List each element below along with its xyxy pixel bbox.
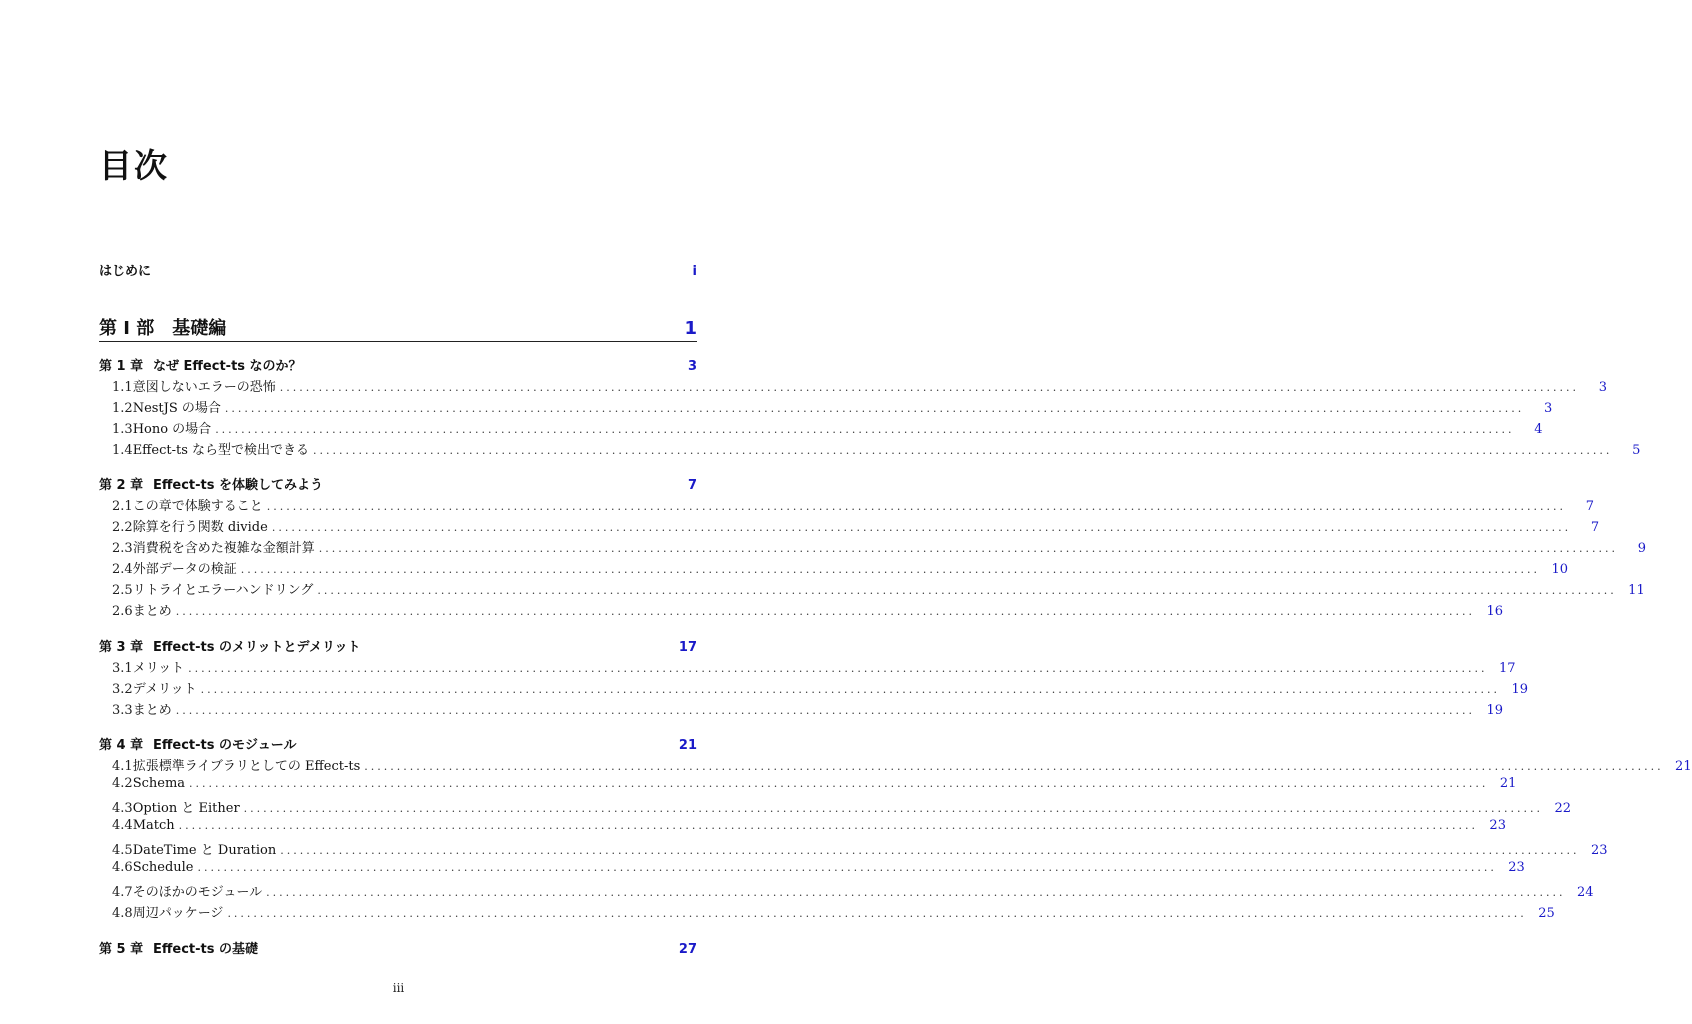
chapter-title: Effect-ts のメリットとデメリット	[153, 640, 361, 655]
dot-leader: ........................................................................................................................................................................................................	[227, 907, 1527, 920]
section-number: 1.1	[112, 380, 133, 395]
toc-entry-section[interactable]	[99, 699, 1504, 718]
dot-leader: ........................................................................................................................................................................................................	[178, 819, 1478, 832]
section-page-link[interactable]: 4	[1534, 422, 1543, 437]
section-title: NestJS の場合	[132, 401, 221, 416]
section-title: Effect-ts なら型で検出できる	[132, 443, 310, 458]
toc-entry-preface[interactable]	[99, 260, 697, 280]
toc-entry-section[interactable]	[99, 558, 1569, 577]
toc-entry-section[interactable]	[99, 860, 1525, 878]
dot-leader: ........................................................................................................................................................................................................	[313, 444, 1613, 457]
section-title: まとめ	[132, 703, 172, 718]
toc-entry-section[interactable]	[99, 516, 1600, 535]
dot-leader: ........................................................................................................................................................................................................	[271, 521, 1572, 534]
section-title: 消費税を含めた複雑な金額計算	[132, 541, 315, 556]
toc-entry-section[interactable]	[99, 818, 1506, 836]
toc-entry-section[interactable]	[99, 755, 1692, 774]
section-number: 2.1	[112, 499, 133, 514]
section-title: この章で体験すること	[132, 499, 263, 514]
toc-entry-part-1[interactable]	[99, 314, 697, 340]
section-title: Schedule	[132, 860, 194, 875]
section-number: 2.3	[112, 541, 133, 556]
preface-page-link[interactable]: i	[692, 264, 697, 279]
section-title: メリット	[132, 661, 185, 676]
section-page-link[interactable]: 11	[1628, 583, 1645, 598]
chapter-number: 第 5 章	[99, 942, 144, 957]
part-page-link[interactable]: 1	[684, 318, 697, 339]
chapter-title: Effect-ts の基礎	[153, 942, 259, 957]
section-page-link[interactable]: 7	[1590, 520, 1600, 535]
section-number: 2.5	[112, 583, 133, 598]
dot-leader: ........................................................................................................................................................................................................	[318, 542, 1619, 555]
toc-entry-section[interactable]	[99, 579, 1645, 598]
chapter-number: 第 2 章	[99, 478, 144, 493]
chapter-number: 第 1 章	[99, 359, 144, 374]
section-title: 意図しないエラーの恐怖	[132, 380, 276, 395]
dot-leader: ........................................................................................................................................................................................................	[243, 802, 1543, 815]
section-page-link[interactable]: 10	[1551, 562, 1569, 577]
section-title: リトライとエラーハンドリング	[132, 583, 314, 598]
section-title: DateTime と Duration	[132, 843, 277, 858]
section-number: 3.1	[112, 661, 133, 676]
section-number: 2.4	[112, 562, 133, 577]
section-page-link[interactable]: 25	[1538, 906, 1555, 921]
section-number: 4.8	[112, 906, 133, 921]
section-title: デメリット	[132, 682, 197, 697]
section-page-link[interactable]: 21	[1499, 776, 1517, 791]
chapter-title: Effect-ts を体験してみよう	[153, 478, 324, 493]
toc-entry-chapter[interactable]	[99, 636, 697, 654]
section-number: 4.7	[112, 885, 133, 900]
chapter-page-link[interactable]: 7	[687, 478, 697, 493]
dot-leader: ........................................................................................................................................................................................................	[279, 381, 1580, 394]
dot-leader: ........................................................................................................................................................................................................	[317, 584, 1617, 597]
part-divider	[99, 341, 697, 342]
section-page-link[interactable]: 21	[1675, 759, 1692, 774]
toc-entry-chapter[interactable]	[99, 734, 697, 752]
section-title: Schema	[132, 776, 186, 791]
section-number: 1.3	[112, 422, 133, 437]
section-number: 2.6	[112, 604, 133, 619]
section-page-link[interactable]: 22	[1554, 801, 1571, 816]
toc-entry-section[interactable]	[99, 418, 1543, 437]
toc-title: 目次	[99, 146, 169, 185]
section-title: Hono の場合	[132, 422, 212, 437]
section-title: 除算を行う関数 divide	[132, 520, 268, 535]
section-number: 4.1	[112, 759, 133, 774]
dot-leader: ........................................................................................................................................................................................................	[175, 704, 1476, 717]
chapter-number: 第 4 章	[99, 738, 144, 753]
toc-entry-section[interactable]	[99, 839, 1608, 858]
toc-entry-section[interactable]	[99, 657, 1516, 676]
section-page-link[interactable]: 19	[1511, 682, 1528, 697]
section-title: Match	[132, 818, 175, 833]
chapter-title: なぜ Effect-ts なのか？	[153, 359, 302, 374]
footer-page-number: iii	[392, 981, 405, 995]
section-number: 1.4	[112, 443, 133, 458]
dot-leader: ........................................................................................................................................................................................................	[266, 500, 1567, 513]
section-page-link[interactable]: 23	[1508, 860, 1525, 875]
section-page-link[interactable]: 3	[1598, 380, 1608, 395]
section-page-link[interactable]: 16	[1486, 604, 1504, 619]
toc-entry-section[interactable]	[99, 397, 1553, 416]
section-page-link[interactable]: 7	[1585, 499, 1595, 514]
section-page-link[interactable]: 24	[1576, 885, 1594, 900]
chapter-page-link[interactable]: 21	[678, 738, 697, 753]
toc-entry-section[interactable]	[99, 600, 1504, 619]
toc-entry-section[interactable]	[99, 797, 1571, 816]
toc-entry-section[interactable]	[99, 881, 1594, 900]
toc-entry-section[interactable]	[99, 537, 1647, 556]
toc-entry-section[interactable]	[99, 376, 1608, 395]
section-title: 拡張標準ライブラリとしての Effect-ts	[132, 759, 361, 774]
section-page-link[interactable]: 23	[1489, 818, 1506, 833]
preface-label: はじめに	[99, 264, 152, 279]
section-number: 4.3	[112, 801, 133, 816]
dot-leader: ........................................................................................................................................................................................................	[188, 662, 1488, 675]
section-number: 3.3	[112, 703, 133, 718]
section-title: そのほかのモジュール	[132, 885, 263, 900]
toc-entry-section[interactable]	[99, 678, 1528, 697]
section-number: 4.2	[112, 776, 133, 791]
toc-entry-chapter[interactable]	[99, 355, 697, 373]
section-number: 1.2	[112, 401, 133, 416]
dot-leader: ........................................................................................................................................................................................................	[364, 760, 1664, 773]
section-page-link[interactable]: 19	[1486, 703, 1504, 718]
section-number: 4.4	[112, 818, 133, 833]
section-page-link[interactable]: 3	[1543, 401, 1553, 416]
dot-leader: ........................................................................................................................................................................................................	[224, 402, 1525, 415]
dot-leader: ........................................................................................................................................................................................................	[240, 563, 1541, 576]
toc-entry-chapter[interactable]	[99, 474, 697, 492]
dot-leader: ........................................................................................................................................................................................................	[200, 683, 1500, 696]
chapter-title: Effect-ts のモジュール	[153, 738, 297, 753]
part-label: 第 I 部 基礎編	[99, 318, 227, 339]
toc-entry-section[interactable]	[99, 495, 1595, 514]
section-number: 2.2	[112, 520, 133, 535]
section-title: 周辺パッケージ	[132, 906, 224, 921]
dot-leader: ........................................................................................................................................................................................................	[280, 844, 1580, 857]
chapter-number: 第 3 章	[99, 640, 144, 655]
toc-entry-section[interactable]	[99, 776, 1517, 794]
toc-entry-section[interactable]	[99, 439, 1641, 458]
section-number: 4.5	[112, 843, 133, 858]
dot-leader: ........................................................................................................................................................................................................	[197, 861, 1497, 874]
chapter-page-link[interactable]: 27	[678, 942, 697, 957]
chapter-page-link[interactable]: 3	[687, 359, 697, 374]
dot-leader: ........................................................................................................................................................................................................	[266, 886, 1566, 899]
section-page-link[interactable]: 23	[1591, 843, 1608, 858]
dot-leader: ........................................................................................................................................................................................................	[175, 605, 1476, 618]
section-title: 外部データの検証	[132, 562, 237, 577]
section-page-link[interactable]: 5	[1632, 443, 1641, 458]
section-number: 4.6	[112, 860, 133, 875]
toc-entry-section[interactable]	[99, 902, 1555, 921]
section-title: Option と Either	[132, 801, 240, 816]
section-title: まとめ	[132, 604, 172, 619]
chapter-page-link[interactable]: 17	[678, 640, 697, 655]
dot-leader: ........................................................................................................................................................................................................	[189, 777, 1489, 790]
section-page-link[interactable]: 17	[1498, 661, 1516, 676]
section-page-link[interactable]: 9	[1637, 541, 1647, 556]
toc-entry-chapter[interactable]	[99, 938, 697, 956]
section-number: 3.2	[112, 682, 133, 697]
dot-leader: ........................................................................................................................................................................................................	[215, 423, 1515, 436]
